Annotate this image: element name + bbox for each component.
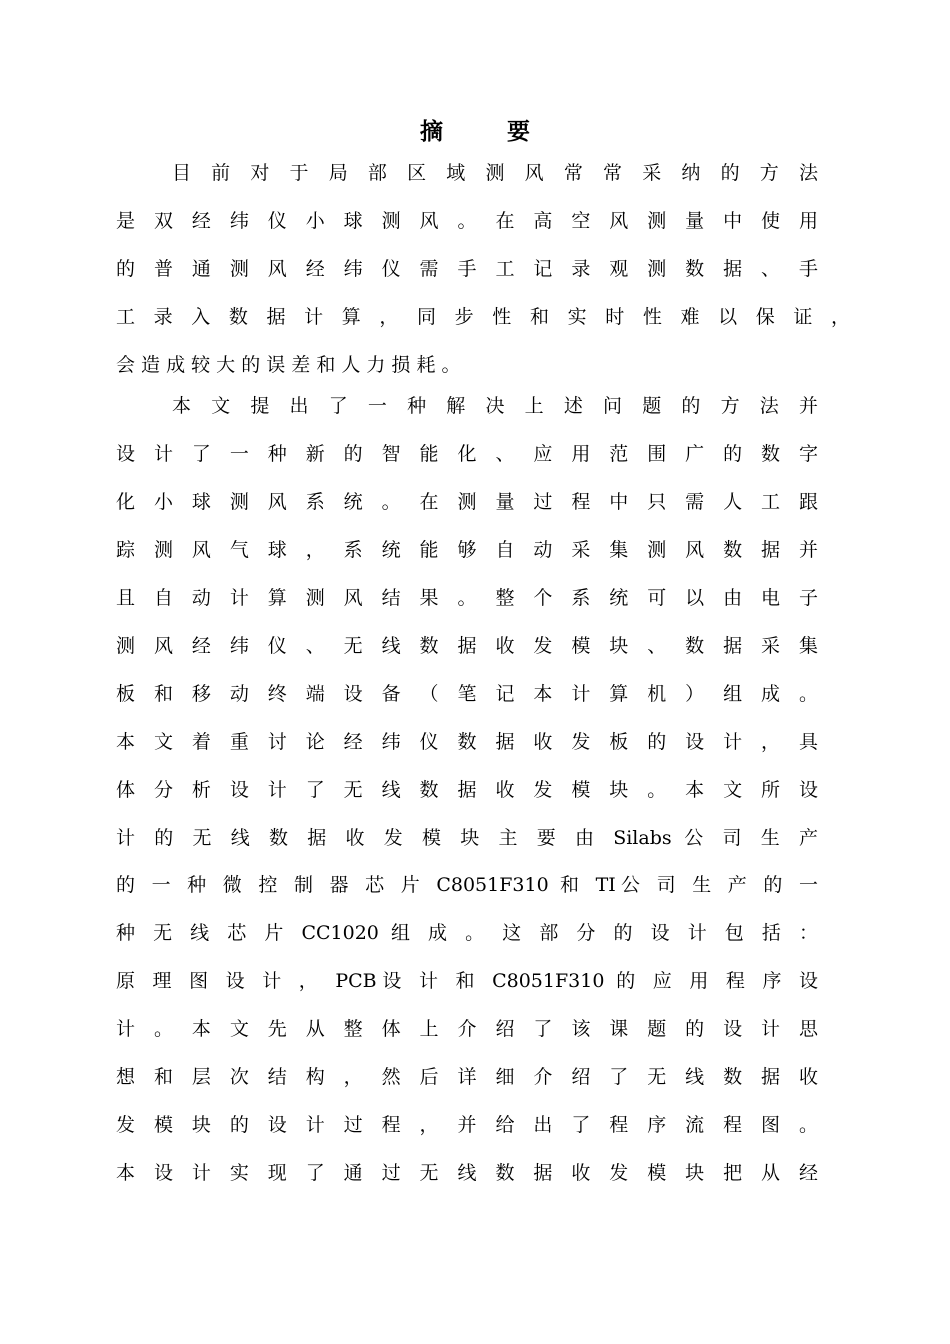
paragraph-2-line-3: 化 小 球 测 风 系 统 。 在 测 量 过 程 中 只 需 人 工 跟 [116, 491, 818, 513]
paragraph-1-line-5: 会 造 成 较 大 的 误 差 和 人 力 损 耗 。 [116, 354, 461, 376]
paragraph-2-line-1: 本 文 提 出 了 一 种 解 决 上 述 问 题 的 方 法 并 [172, 395, 818, 417]
paragraph-2-line-13: 原 理 图 设 计 ， PCB设 计 和 C8051F310 的 应 用 程 序 设 [116, 970, 818, 992]
paragraph-1-line-3: 的 普 通 测 风 经 纬 仪 需 手 工 记 录 观 测 数 据 、 手 [116, 258, 818, 280]
paragraph-2-line-9: 体 分 析 设 计 了 无 线 数 据 收 发 模 块 。 本 文 所 设 [116, 779, 818, 801]
page-title [0, 113, 950, 146]
paragraph-2-line-7: 板 和 移 动 终 端 设 备 （ 笔 记 本 计 算 机 ） 组 成 。 [116, 683, 818, 705]
paragraph-2-line-10: 计 的 无 线 数 据 收 发 模 块 主 要 由 Silabs 公 司 生 产 [116, 827, 818, 849]
paragraph-1-line-2: 是 双 经 纬 仪 小 球 测 风 。 在 高 空 风 测 量 中 使 用 [116, 210, 818, 232]
paragraph-2-line-15: 想 和 层 次 结 构 ， 然 后 详 细 介 绍 了 无 线 数 据 收 [116, 1066, 818, 1088]
paragraph-2-line-16: 发 模 块 的 设 计 过 程 ， 并 给 出 了 程 序 流 程 图 。 [116, 1114, 818, 1136]
paragraph-2-line-17: 本 设 计 实 现 了 通 过 无 线 数 据 收 发 模 块 把 从 经 [116, 1162, 818, 1184]
paragraph-2-line-8: 本 文 着 重 讨 论 经 纬 仪 数 据 收 发 板 的 设 计 ， 具 [116, 731, 818, 753]
title-char-1: 摘 [420, 118, 443, 145]
paragraph-1-line-4: 工 录 入 数 据 计 算 ， 同 步 性 和 实 时 性 难 以 保 证 ， [116, 306, 850, 328]
paragraph-2-line-6: 测 风 经 纬 仪 、 无 线 数 据 收 发 模 块 、 数 据 采 集 [116, 635, 818, 657]
paragraph-2-line-12: 种 无 线 芯 片 CC1020 组 成 。 这 部 分 的 设 计 包 括 ： [116, 922, 818, 944]
paragraph-2-line-11: 的 一 种 微 控 制 器 芯 片 C8051F310 和 TI公 司 生 产 的 一 [116, 874, 818, 896]
paragraph-2-line-14: 计 。 本 文 先 从 整 体 上 介 绍 了 该 课 题 的 设 计 思 [116, 1018, 818, 1040]
paragraph-2-line-2: 设 计 了 一 种 新 的 智 能 化 、 应 用 范 围 广 的 数 字 [116, 443, 818, 465]
paragraph-1-line-1: 目 前 对 于 局 部 区 域 测 风 常 常 采 纳 的 方 法 [172, 162, 818, 184]
paragraph-2-line-5: 且 自 动 计 算 测 风 结 果 。 整 个 系 统 可 以 由 电 子 [116, 587, 818, 609]
paragraph-2-line-4: 踪 测 风 气 球 ， 系 统 能 够 自 动 采 集 测 风 数 据 并 [116, 539, 818, 561]
title-char-2: 要 [507, 118, 530, 145]
